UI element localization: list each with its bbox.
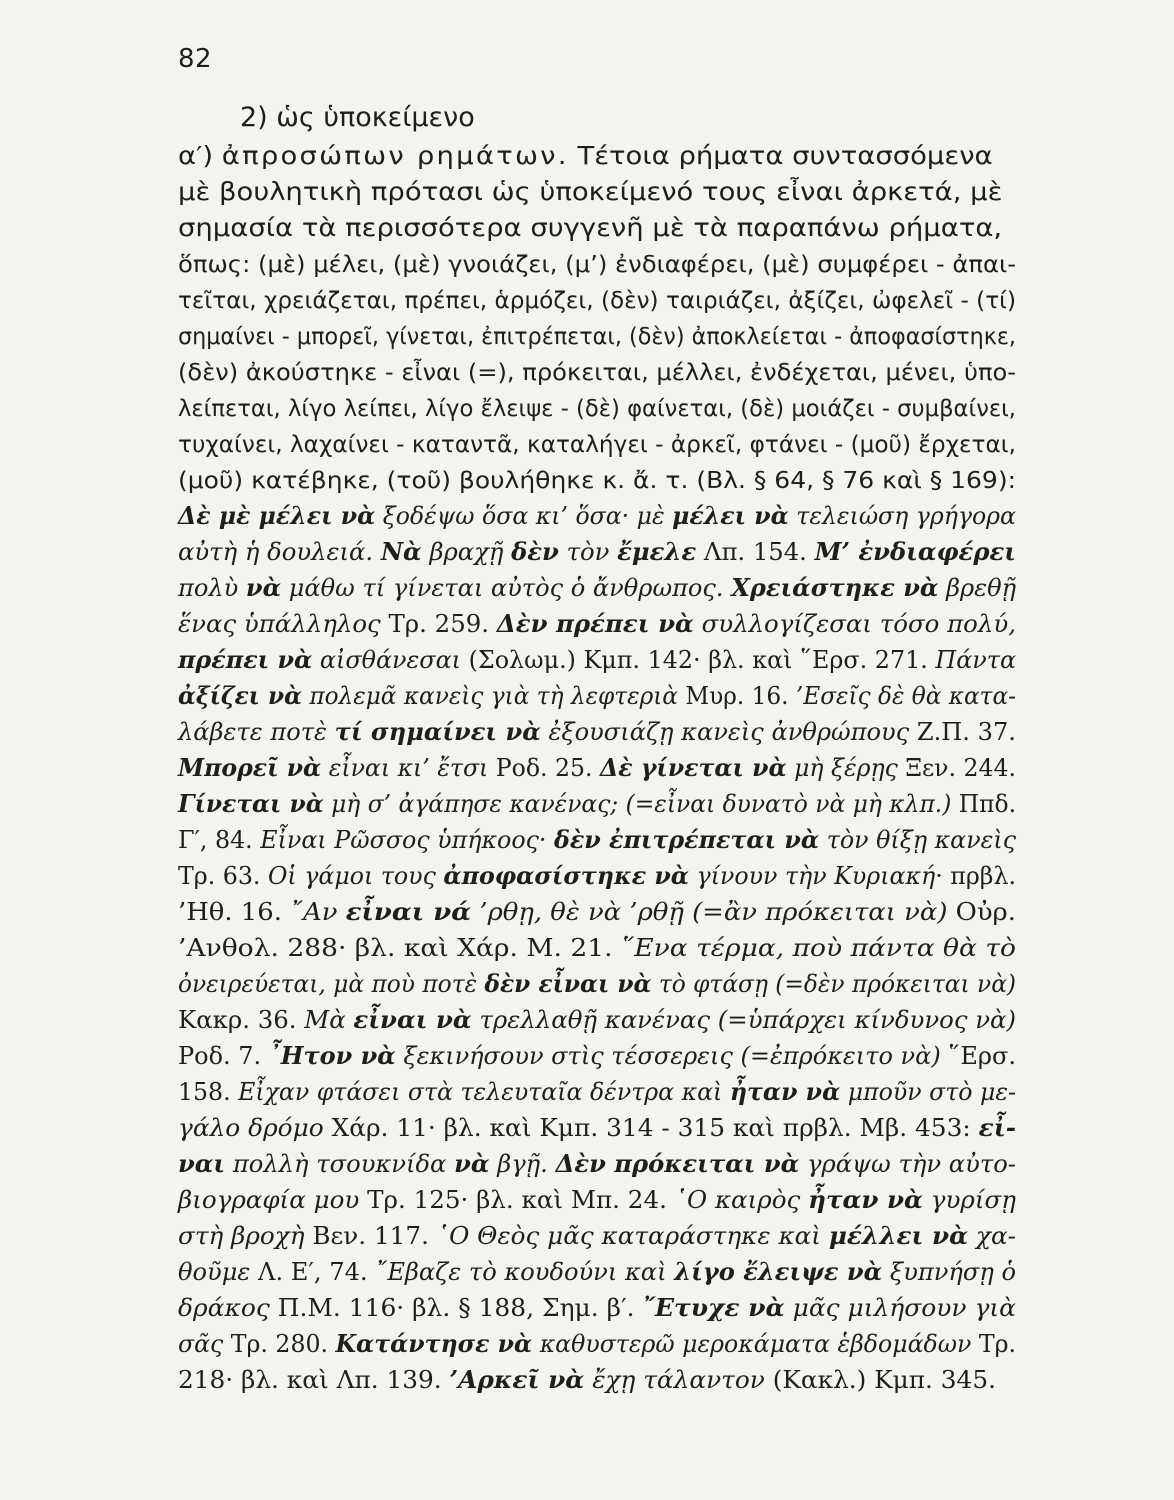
text-line (178, 1326, 1016, 1362)
text-run: Γ′, 84. (178, 825, 261, 854)
text-run: Δὲν πρέπει νὰ (496, 609, 694, 638)
text-run: Δὲν πρόκειται νὰ (555, 1149, 800, 1178)
text-run: σημασία τὰ περισσότερα συγγενῆ μὲ τὰ παραπάνω ρήματα, (178, 213, 1003, 242)
text-run: γάλο δρόμο (178, 1113, 332, 1142)
text-run: μέλλει νὰ (828, 1221, 969, 1250)
text-run: Νὰ (380, 537, 422, 566)
text-line (178, 606, 1016, 642)
text-run: Δὲ γίνεται νὰ (600, 753, 787, 782)
text-run: χα- (968, 1221, 1016, 1250)
text-run: νὰ (245, 573, 282, 602)
text-run: Μ’ ἐνδιαφέρει (814, 537, 1016, 566)
text-run: μὴ ξέρῃς (786, 753, 906, 782)
text-run: Γίνεται νὰ (178, 789, 324, 818)
text-run: εἶναι νὰ (353, 1005, 472, 1034)
text-run: μᾶς μιλήσουν γιὰ (784, 1293, 1016, 1322)
text-run: ’Αρκεῖ νὰ (449, 1365, 585, 1394)
text-run: ’Ανθολ. 288· βλ. καὶ Χάρ. Μ. 21. (178, 933, 622, 962)
text-run: Τρ. 259. (388, 609, 497, 638)
text-run: Εἶναι Ρῶσσος ὑπήκοος· (260, 825, 555, 854)
text-run: βραχῇ (421, 537, 512, 566)
text-run: Ροδ. 25. (495, 753, 601, 782)
text-run: (Κακλ.) Κμπ. 345. (772, 1365, 996, 1394)
text-line (178, 1218, 1016, 1254)
text-line (178, 1110, 1016, 1146)
text-run: δὲν ἐπιτρέπεται νὰ (554, 825, 820, 854)
text-run: ἀποφασίστηκε νὰ (443, 861, 690, 890)
text-run: Ξεν. 244. (905, 753, 1016, 782)
text-run: λείπεται, λίγο λείπει, λίγο ἔλειψε - (δὲ) φαίνεται, (δὲ) μοιάζει - συμβαίνει, (178, 396, 1017, 422)
text-run: τρελλαθῇ κανένας (=ὑπάρχει κίνδυνος νὰ) (471, 1005, 1017, 1034)
text-run: Χρειάστηκε νὰ (731, 573, 939, 602)
text-run: συλλογίζεσαι τόσο πολύ, (693, 609, 1016, 638)
text-run: ξοδέψω ὅσα κι’ ὅσα· μὲ (375, 501, 673, 530)
text-run: γίνουν τὴν Κυριακή· (689, 861, 951, 890)
text-run: βιογραφία μου (178, 1185, 368, 1214)
text-run: 218· βλ. καὶ Λπ. 139. (178, 1365, 450, 1394)
text-run: Ροδ. 7. (178, 1041, 269, 1070)
text-line (178, 210, 1002, 246)
text-line (178, 678, 1016, 714)
text-line (178, 498, 1016, 534)
text-line (178, 534, 1016, 570)
text-line (178, 1182, 1016, 1218)
text-line (178, 570, 1016, 606)
text-run: τὸ φτάσῃ (=δὲν πρόκειται νὰ) (651, 969, 1017, 998)
text-run: τελειώση γρήγορα (788, 501, 1016, 530)
text-run: Μπορεῖ νὰ (178, 753, 322, 782)
text-line (178, 462, 1016, 499)
text-line (178, 1146, 1016, 1182)
text-run: ῞Ενα τέρμα, ποὺ πάντα θὰ τὸ (621, 933, 1017, 962)
text-run: ’ρθῃ, θὲ νὰ ’ρθῇ (=ἂν πρόκειται νὰ) (471, 897, 956, 926)
text-run: μποῦν στὸ με- (840, 1077, 1017, 1106)
text-line (178, 750, 1016, 786)
text-run: ῎Ετυχε νὰ (642, 1293, 785, 1322)
text-line (178, 642, 1016, 678)
page-number: 82 (178, 44, 213, 74)
text-run: πολλὴ τσουκνίδα (225, 1149, 455, 1178)
text-run: ’Εσεῖς δὲ θὰ κατα- (795, 681, 1017, 710)
text-run: ξεκινήσουν στὶς τέσσερεις (=ἐπρόκειτο νὰ) (395, 1041, 949, 1070)
text-run: δράκος (178, 1293, 278, 1322)
text-line (178, 1038, 1016, 1074)
text-run: Βεν. 117. (312, 1221, 437, 1250)
text-run: Χάρ. 11· βλ. καὶ Κμπ. 314 - 315 καὶ πρβλ. Μβ. 453: (331, 1113, 979, 1142)
text-run: (μοῦ) κατέβηκε, (τοῦ) βουλήθηκε κ. ἄ. τ. (Βλ. § 64, § 76 καὶ § 169): (178, 468, 1016, 494)
text-run: τυχαίνει, λαχαίνει - καταντᾶ, καταλήγει - ἀρκεῖ, φτάνει - (μοῦ) ἔρχεται, (178, 432, 1017, 458)
text-line (178, 246, 1016, 283)
text-run: Τρ. (978, 1329, 1016, 1358)
text-run: αὐτὴ ἡ δουλειά. (178, 537, 381, 566)
text-run: λίγο ἔλειψε νὰ (674, 1257, 883, 1286)
text-run: ἔχῃ τάλαντον (584, 1365, 773, 1394)
text-line (178, 858, 1016, 894)
text-run: βρεθῇ (938, 573, 1017, 602)
text-run: ῎Αν (290, 897, 346, 926)
text-run: τεῖται, χρειάζεται, πρέπει, ἁρμόζει, (δὲν) ταιριάζει, ἀξίζει, ὠφελεῖ - (τί) (178, 288, 1016, 314)
text-run: εἶναι κι’ ἔτσι (321, 753, 496, 782)
text-line (178, 822, 1016, 858)
text-line (178, 894, 1016, 930)
text-run: ναι (178, 1149, 226, 1178)
text-run: Κατάντησε νὰ (335, 1329, 533, 1358)
text-run: ἐξουσιάζῃ κανεὶς ἀνθρώπους (540, 717, 917, 746)
text-run: ξυπνήσῃ ὁ (882, 1257, 1016, 1286)
text-line (178, 282, 1016, 319)
text-run: πολὺ (178, 573, 246, 602)
text-line (178, 1002, 1016, 1038)
text-line (178, 1254, 1016, 1290)
text-run: μέλει νὰ (672, 501, 789, 530)
text-line (178, 354, 1016, 391)
text-run: λάβετε ποτὲ (178, 717, 335, 746)
text-run: (Σολωμ.) Κμπ. 142· βλ. καὶ ῞Ερσ. 271. (468, 645, 936, 674)
text-run: τὸν (558, 537, 618, 566)
text-run: Δὲ μὲ μέλει νὰ (178, 501, 376, 530)
text-line (178, 426, 1016, 463)
text-run: Οὐρ. (955, 897, 1016, 926)
text-run: Τρ. 63. (178, 861, 268, 890)
text-run: Λ. Ε′, 74. (258, 1257, 376, 1286)
text-line (178, 1074, 1016, 1110)
text-run: τὸν θίξῃ κανεὶς (819, 825, 1017, 854)
text-run: εἶναι νά (345, 897, 472, 926)
text-run: μὲ βουλητικὴ πρότασι ὡς ὑποκείμενό τους εἶναι ἀρκετά, μὲ (178, 177, 1003, 206)
text-run: ἀξίζει νὰ (178, 681, 302, 710)
text-run: Τρ. 125· βλ. καὶ Μπ. 24. (367, 1185, 675, 1214)
text-run: δὲν (511, 537, 559, 566)
text-line (178, 930, 1016, 966)
text-run: ἀπροσώπων ρημάτων. (221, 141, 569, 170)
text-run: ὅπως: (μὲ) μέλει, (μὲ) γνοιάζει, (μ’) ἐνδιαφέρει, (μὲ) συμφέρει - ἀπαι- (178, 252, 1016, 278)
text-run: ῾Ο καιρὸς (674, 1185, 809, 1214)
text-run: Μυρ. 16. (685, 681, 796, 710)
text-line (178, 714, 1016, 750)
text-run: Ππδ. (958, 789, 1017, 818)
text-run: ἦταν νὰ (808, 1185, 923, 1214)
text-line (178, 390, 1016, 427)
text-run: θοῦμε (178, 1257, 259, 1286)
text-run: μάθω τί γίνεται αὐτὸς ὁ ἄνθρωπος. (281, 573, 732, 602)
text-run: πρβλ. (950, 861, 1016, 890)
text-run: καθυστερῶ μεροκάματα ἑβδομάδων (532, 1329, 979, 1358)
text-run: στὴ βροχὴ (178, 1221, 313, 1250)
section-heading: 2) ὡς ὑποκείμενο (240, 102, 475, 133)
text-line (178, 174, 1002, 210)
text-run: αἰσθάνεσαι (312, 645, 469, 674)
text-run: πρέπει νὰ (178, 645, 313, 674)
text-run: Κακρ. 36. (178, 1005, 305, 1034)
text-line (178, 1290, 1016, 1326)
text-run: σᾶς (178, 1329, 231, 1358)
text-run: ἕνας ὑπάλληλος (178, 609, 389, 638)
text-run: βγῇ. (489, 1149, 556, 1178)
text-run: γράψω τὴν αὐτο- (799, 1149, 1016, 1178)
text-run: σημαίνει - μπορεῖ, γίνεται, ἐπιτρέπεται, (δὲν) ἀποκλείεται - ἀποφασίστηκε, (178, 324, 1016, 350)
text-run: δὲν εἶναι νὰ (484, 969, 652, 998)
text-run: μὴ σ’ ἀγάπησε κανένας; (=εἶναι δυνατὸ νὰ μὴ κλπ.) (323, 789, 959, 818)
text-run: ῏Ητον νὰ (268, 1041, 396, 1070)
text-run: ῎Εβαζε τὸ κουδούνι καὶ (375, 1257, 675, 1286)
text-run: πολεμᾶ κανεὶς γιὰ τὴ λεφτεριὰ (301, 681, 686, 710)
text-run: 158. (178, 1077, 239, 1106)
text-run: Οἱ γάμοι τους (267, 861, 444, 890)
text-run: ῾Ο Θεὸς μᾶς καταράστηκε καὶ (436, 1221, 829, 1250)
text-run: Πάντα (935, 645, 1017, 674)
text-run: Τρ. 280. (230, 1329, 336, 1358)
text-run: Τέτοια ρήματα συντασσόμενα (568, 141, 993, 170)
text-run: Ζ.Π. 37. (916, 717, 1016, 746)
text-run: ’Ηθ. 16. (178, 897, 291, 926)
text-line (178, 318, 1016, 355)
text-run: Μὰ (304, 1005, 354, 1034)
text-run: ἔμελε (617, 537, 697, 566)
text-run: εἶ- (978, 1113, 1017, 1142)
text-line (178, 138, 993, 174)
text-run: Λπ. 154. (696, 537, 815, 566)
text-run: (δὲν) ἀκούστηκε - εἶναι (=), πρόκειται, μέλλει, ἐνδέχεται, μένει, ὑπο- (178, 360, 1017, 386)
text-line (178, 966, 1016, 1002)
text-line (178, 1362, 996, 1398)
text-line (178, 786, 1016, 822)
text-run: α′) (178, 141, 222, 170)
text-run: Π.Μ. 116· βλ. § 188, Σημ. β′. (277, 1293, 643, 1322)
text-run: γυρίσῃ (922, 1185, 1017, 1214)
text-run: ὀνειρεύεται, μὰ ποὺ ποτὲ (178, 969, 485, 998)
text-run: νὰ (454, 1149, 490, 1178)
text-run: τί σημαίνει νὰ (334, 717, 541, 746)
text-run: ῞Ερσ. (948, 1041, 1016, 1070)
text-run: Εἶχαν φτάσει στὰ τελευταῖα δέντρα καὶ (238, 1077, 730, 1106)
text-run: ἦταν νὰ (729, 1077, 841, 1106)
